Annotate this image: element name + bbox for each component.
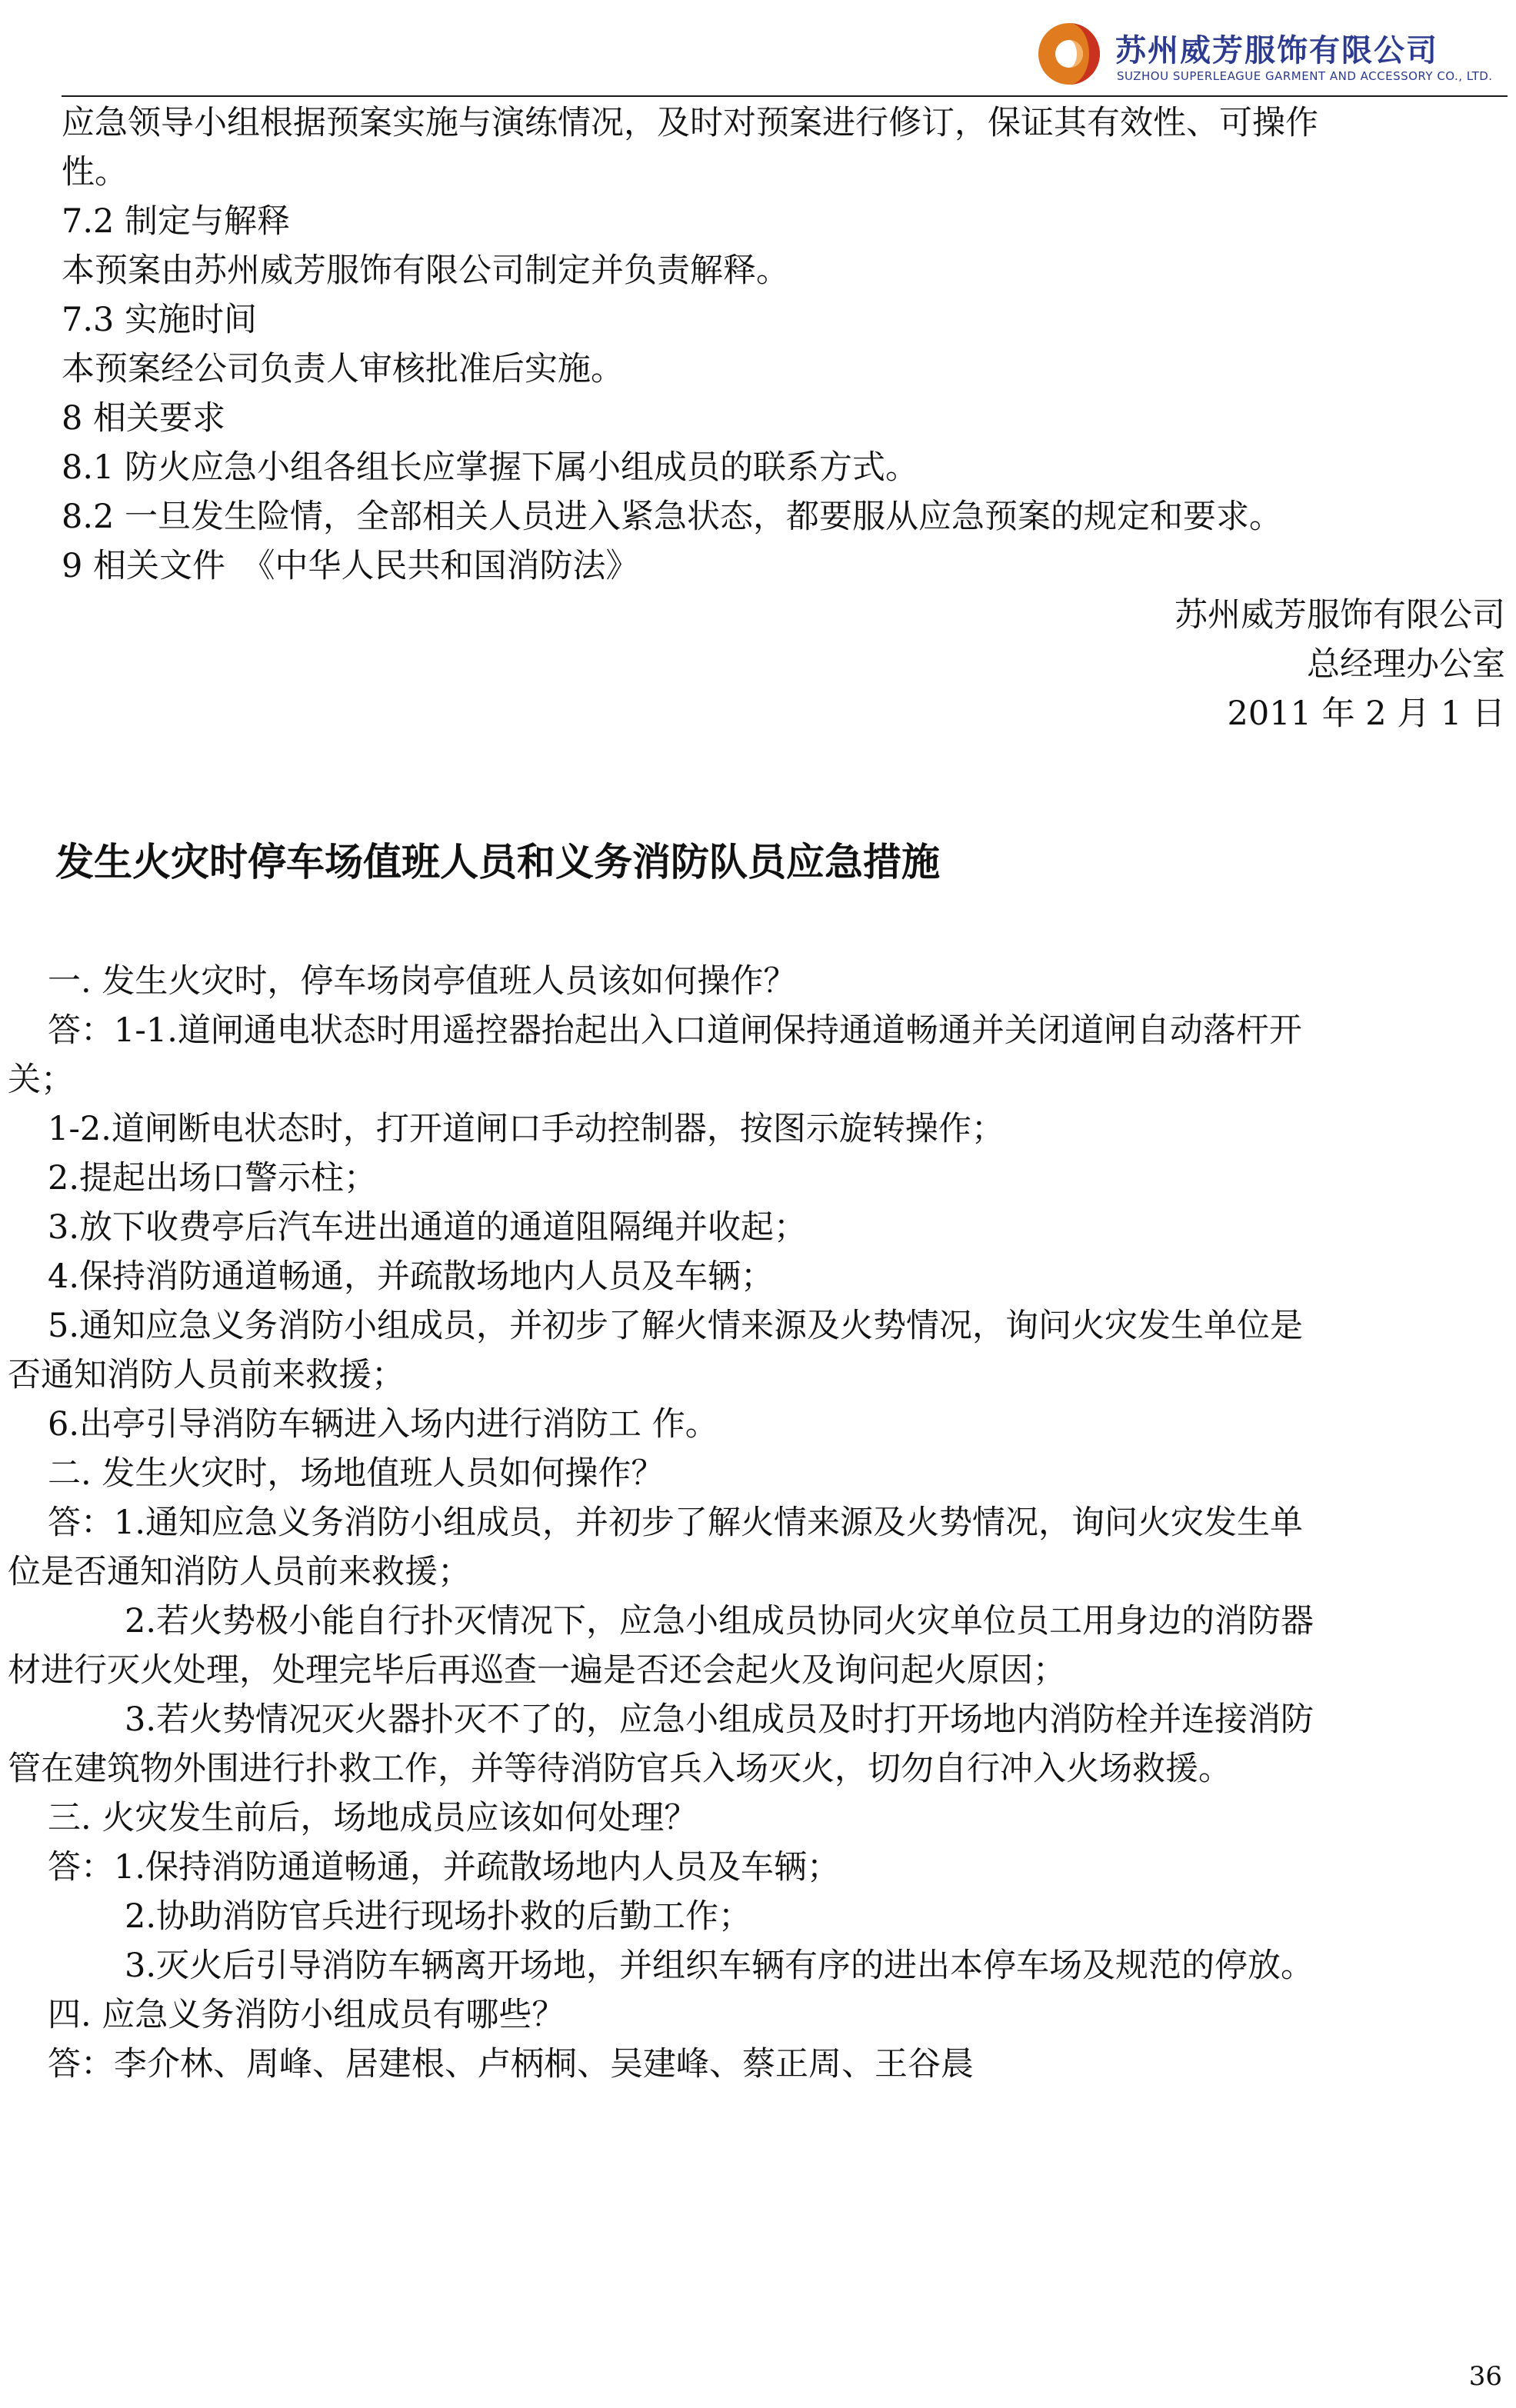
signature-office: 总经理办公室 <box>1307 645 1505 684</box>
question-line: 三. 火灾发生前后，场地成员应该如何处理？ <box>48 1799 698 1837</box>
signature-company: 苏州威芳服饰有限公司 <box>1174 596 1505 634</box>
page-header <box>62 11 1508 97</box>
answer-line: 否通知消防人员前来救援； <box>8 1356 405 1394</box>
answer-line: 3.灭火后引导消防车辆离开场地，并组织车辆有序的进出本停车场及规范的停放。 <box>125 1947 1314 1985</box>
text-line: 8.1 防火应急小组各组长应掌握下属小组成员的联系方式。 <box>62 448 919 487</box>
answer-line: 4.保持消防通道畅通，并疏散场地内人员及车辆； <box>48 1257 775 1296</box>
text-line: 性。 <box>62 153 128 192</box>
answer-line: 位是否通知消防人员前来救援； <box>8 1553 471 1591</box>
section-title: 发生火灾时停车场值班人员和义务消防队员应急措施 <box>55 840 940 884</box>
text-line: 本预案由苏州威芳服饰有限公司制定并负责解释。 <box>62 251 789 290</box>
question-line: 二. 发生火灾时，场地值班人员如何操作？ <box>48 1454 665 1493</box>
answer-line: 关； <box>8 1061 74 1099</box>
company-logo-icon <box>1037 22 1101 86</box>
text-line: 9 相关文件 《中华人民共和国消防法》 <box>62 547 639 585</box>
answer-line: 2.提起出场口警示柱； <box>48 1159 378 1197</box>
answer-line: 答：1.通知应急义务消防小组成员，并初步了解火情来源及火势情况，询问火灾发生单 <box>48 1504 1304 1542</box>
question-line: 四. 应急义务消防小组成员有哪些？ <box>48 1996 565 2034</box>
answer-line: 2.协助消防官兵进行现场扑救的后勤工作； <box>125 1897 752 1936</box>
answer-line: 3.若火势情况灭火器扑灭不了的，应急小组成员及时打开场地内消防栓并连接消防 <box>125 1700 1314 1739</box>
text-line: 应急领导小组根据预案实施与演练情况，及时对预案进行修订，保证其有效性、可操作 <box>62 104 1318 142</box>
question-line: 一. 发生火灾时，停车场岗亭值班人员该如何操作？ <box>48 962 797 1001</box>
company-name-en: SUZHOU SUPERLEAGUE GARMENT AND ACCESSORY CO., LTD. <box>1117 69 1493 83</box>
text-line: 7.2 制定与解释 <box>62 202 291 241</box>
text-line: 8.2 一旦发生险情，全部相关人员进入紧急状态，都要服从应急预案的规定和要求。 <box>62 498 1283 536</box>
answer-line: 材进行灭火处理，处理完毕后再巡查一遍是否还会起火及询问起火原因； <box>8 1651 1066 1690</box>
company-name-cn: 苏州威芳服饰有限公司 <box>1115 33 1438 68</box>
answer-line: 答：1.保持消防通道畅通，并疏散场地内人员及车辆； <box>48 1848 841 1887</box>
answer-line: 答：李介林、周峰、居建根、卢柄桐、吴建峰、蔡正周、王谷晨 <box>48 2045 974 2083</box>
answer-line: 管在建筑物外围进行扑救工作，并等待消防官兵入场灭火，切勿自行冲入火场救援。 <box>8 1750 1231 1788</box>
text-line: 本预案经公司负责人审核批准后实施。 <box>62 350 624 388</box>
text-line: 8 相关要求 <box>62 399 226 438</box>
answer-line: 5.通知应急义务消防小组成员，并初步了解火情来源及火势情况，询问火灾发生单位是 <box>48 1307 1304 1345</box>
answer-line: 3.放下收费亭后汽车进出通道的通道阻隔绳并收起； <box>48 1208 808 1247</box>
answer-line: 2.若火势极小能自行扑灭情况下，应急小组成员协同火灾单位员工用身边的消防器 <box>125 1602 1314 1640</box>
text-line: 7.3 实施时间 <box>62 301 258 339</box>
page-number: 36 <box>1468 2361 1502 2392</box>
answer-line: 6.出亭引导消防车辆进入场内进行消防工 作。 <box>48 1405 718 1444</box>
answer-line: 答：1-1.道闸通电状态时用遥控器抬起出入口道闸保持通道畅通并关闭道闸自动落杆开 <box>48 1011 1302 1050</box>
signature-date: 2011 年 2 月 1 日 <box>1227 694 1505 733</box>
answer-line: 1-2.道闸断电状态时，打开道闸口手动控制器，按图示旋转操作； <box>48 1110 1005 1148</box>
